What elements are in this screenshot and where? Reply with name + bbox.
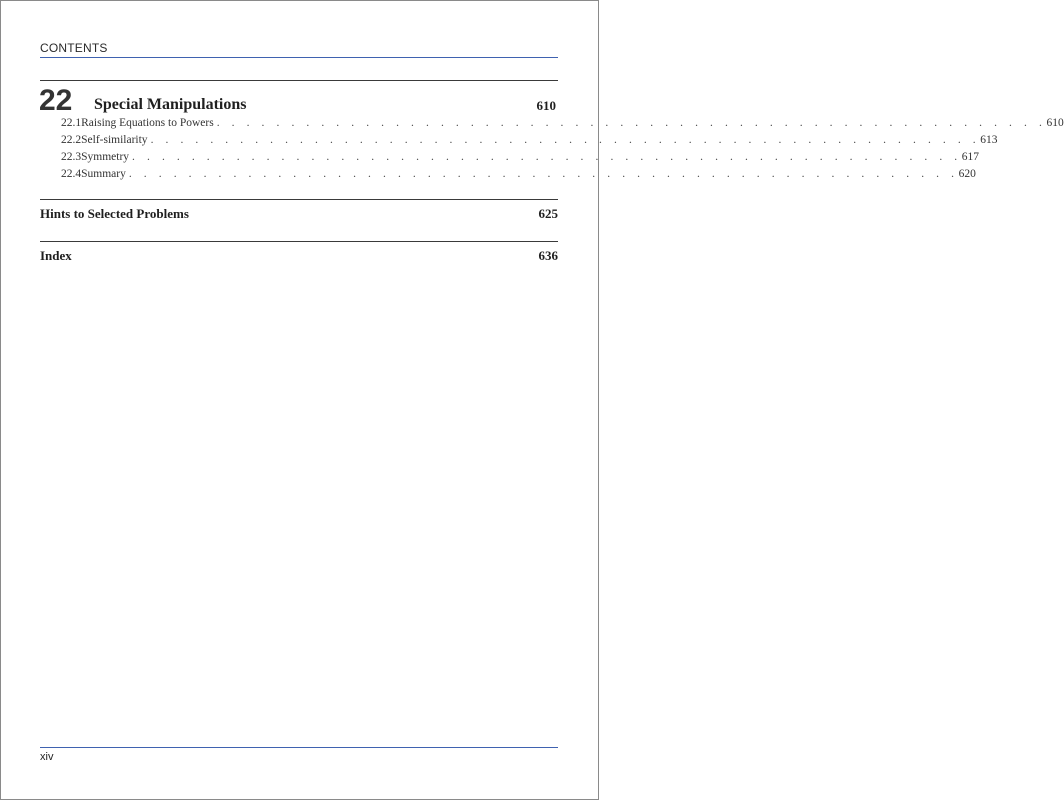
toc-section-row[interactable]: [61, 151, 980, 168]
chapter-number: 22: [39, 84, 73, 117]
section-title: Self-similarity: [81, 134, 148, 146]
section-page: 613: [980, 134, 998, 146]
hints-top-rule: [40, 199, 558, 200]
entry-page: 625: [538, 206, 558, 221]
toc-section-row[interactable]: [61, 117, 1064, 134]
entry-page: 636: [538, 248, 558, 263]
section-number: 22.2: [61, 134, 82, 146]
leader-dots: . . . . . . . . . . . . . . . . . . . . . . . . . . . . . . . . . . . . . . . . . . . . . . . . . . . . . . . .: [128, 168, 959, 180]
leader-dots: . . . . . . . . . . . . . . . . . . . . . . . . . . . . . . . . . . . . . . . . . . . . . . . . . . . . . . . .: [150, 134, 981, 146]
section-title: Summary: [81, 168, 126, 180]
chapter-top-rule: [40, 80, 558, 81]
section-number: 22.4: [61, 168, 82, 180]
index-top-rule: [40, 241, 558, 242]
section-number: 22.3: [61, 151, 82, 163]
section-page: 610: [1046, 117, 1064, 129]
section-number: 22.1: [61, 117, 82, 129]
running-head: CONTENTS: [40, 41, 108, 55]
entry-title: Hints to Selected Problems: [40, 206, 189, 221]
section-list: [61, 117, 1064, 185]
entry-title: Index: [40, 248, 72, 263]
page-number: xiv: [40, 751, 54, 763]
toc-entry-index[interactable]: [40, 248, 558, 264]
toc-entry-hints[interactable]: [40, 206, 558, 222]
section-title: Symmetry: [81, 151, 130, 163]
section-page: 617: [961, 151, 980, 163]
leader-dots: . . . . . . . . . . . . . . . . . . . . . . . . . . . . . . . . . . . . . . . . . . . . . . . . . . . . . . . .: [216, 117, 1047, 129]
chapter-title: Special Manipulations: [94, 96, 247, 113]
section-page: 620: [958, 168, 976, 180]
header-rule: [40, 57, 558, 58]
toc-section-row[interactable]: [61, 134, 998, 151]
toc-section-row[interactable]: [61, 168, 976, 185]
leader-dots: . . . . . . . . . . . . . . . . . . . . . . . . . . . . . . . . . . . . . . . . . . . . . . . . . . . . . . . .: [132, 151, 962, 163]
section-title: Raising Equations to Powers: [81, 117, 214, 129]
footer-rule: [40, 747, 558, 748]
chapter-page: 610: [536, 98, 556, 113]
